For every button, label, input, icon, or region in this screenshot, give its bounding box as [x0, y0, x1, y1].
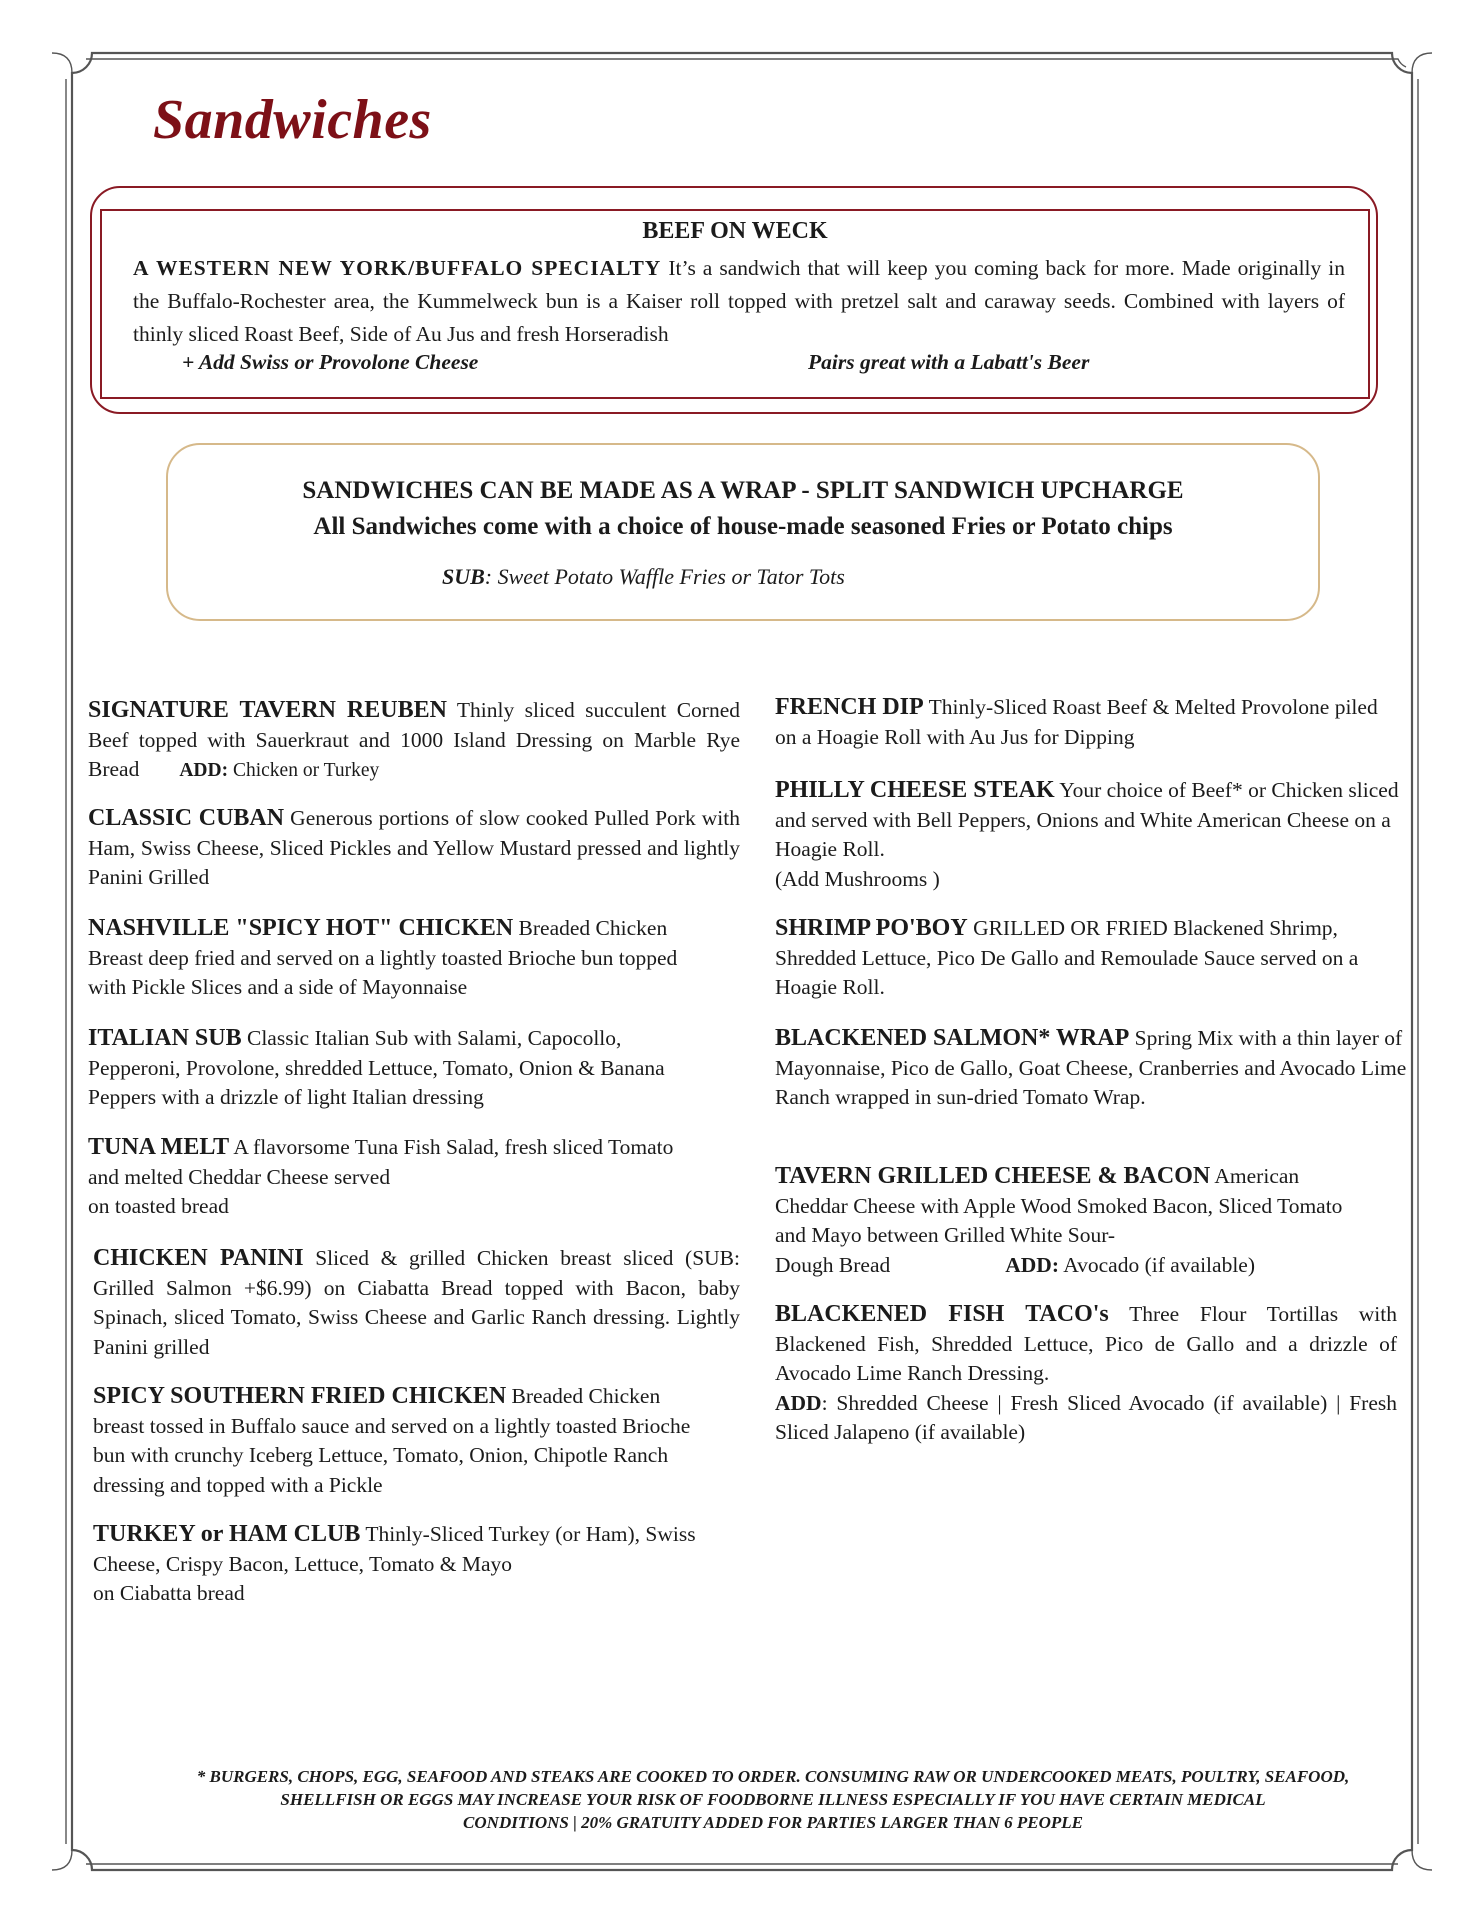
menu-item-philly-cheese-steak	[775, 776, 1415, 894]
menu-item-shrimp-poboy	[775, 914, 1400, 1003]
menu-item-tavern-grilled-cheese	[775, 1162, 1360, 1280]
menu-item-tuna-melt	[88, 1133, 688, 1222]
menu-item-nashville-chicken	[88, 914, 706, 1003]
item-name: CHICKEN PANINI	[93, 1245, 304, 1271]
wrap-info-line1: SANDWICHES CAN BE MADE AS A WRAP - SPLIT SANDWICH UPCHARGE	[302, 477, 1184, 504]
page-title: Sandwiches	[153, 89, 432, 151]
item-name: FRENCH DIP	[775, 694, 924, 720]
item-add-text: Avocado (if available)	[1059, 1252, 1255, 1277]
menu-item-italian-sub	[88, 1024, 693, 1113]
item-name: CLASSIC CUBAN	[88, 805, 285, 831]
footer-line3: CONDITIONS | 20% GRATUITY ADDED FOR PARTIES LARGER THAN 6 PEOPLE	[463, 1813, 1083, 1832]
item-description: American Cheddar Cheese with Apple Wood Smoked Bacon, Sliced Tomato and Mayo between Grilled White Sour-	[775, 1164, 1343, 1247]
item-add-text: Chicken or Turkey	[228, 760, 380, 781]
feature-title: BEEF ON WECK	[642, 218, 828, 244]
footer-disclaimer	[138, 1765, 1408, 1834]
menu-item-cuban	[88, 804, 740, 893]
menu-item-blackened-salmon-wrap	[775, 1024, 1410, 1113]
item-description-2: on toasted bread	[88, 1194, 229, 1218]
item-description: Thinly sliced succulent Corned Beef topped with Sauerkraut and 1000 Island Dressing on Marble Rye Bread	[88, 698, 740, 781]
item-description: Sliced & grilled Chicken breast sliced (SUB: Grilled Salmon +$6.99) on Ciabatta Bread topped with Bacon, baby Spinach, sliced Tomato, Swiss Cheese and Garlic Ranch dressing. Lightly Panini grilled	[93, 1246, 740, 1359]
feature-pairing: Pairs great with a Labatt's Beer	[808, 350, 1090, 374]
feature-lead: A WESTERN NEW YORK/BUFFALO SPECIALTY	[133, 256, 662, 280]
item-name: SHRIMP PO'BOY	[775, 915, 968, 941]
item-name: PHILLY CHEESE STEAK	[775, 777, 1055, 803]
footer-line1: * BURGERS, CHOPS, EGG, SEAFOOD AND STEAKS ARE COOKED TO ORDER. CONSUMING RAW OR UNDERCOOKED MEATS, POULTRY, SEAFOOD,	[196, 1767, 1350, 1786]
menu-item-blackened-fish-taco	[775, 1300, 1397, 1448]
item-description: GRILLED OR FRIED Blackened Shrimp, Shredded Lettuce, Pico De Gallo and Remoulade Sauce served on a Hoagie Roll.	[775, 916, 1359, 999]
feature-description	[133, 252, 1345, 351]
item-description: Generous portions of slow cooked Pulled Pork with Ham, Swiss Cheese, Sliced Pickles and Yellow Mustard pressed and lightly Panini Grilled	[88, 806, 741, 889]
item-name: SIGNATURE TAVERN REUBEN	[88, 697, 447, 723]
item-description: Breaded Chicken breast tossed in Buffalo sauce and served on a lightly toasted Brioche bun with crunchy Iceberg Lettuce, Tomato, Onion, Chipotle Ranch dressing and topped with a Pickle	[93, 1384, 691, 1497]
item-name: SPICY SOUTHERN FRIED CHICKEN	[93, 1383, 507, 1409]
menu-item-southern-fried-chicken	[93, 1382, 711, 1500]
wrap-info-sub	[442, 564, 845, 590]
item-name: TURKEY or HAM CLUB	[93, 1521, 361, 1547]
item-description: Your choice of Beef* or Chicken sliced and served with Bell Peppers, Onions and White American Cheese on a Hoagie Roll.	[775, 778, 1399, 861]
item-description-2: Dough Bread	[775, 1252, 891, 1277]
menu-item-turkey-ham-club	[93, 1520, 703, 1609]
item-add-text: : Shredded Cheese | Fresh Sliced Avocado (if available) | Fresh Sliced Jalapeno (if available)	[775, 1390, 1397, 1444]
item-description-2: on Ciabatta bread	[93, 1581, 245, 1605]
item-add-label: ADD:	[1005, 1252, 1059, 1277]
item-name: BLACKENED FISH TACO's	[775, 1301, 1109, 1327]
menu-item-reuben	[88, 696, 740, 786]
item-name: TAVERN GRILLED CHEESE & BACON	[775, 1163, 1211, 1189]
item-add-label: ADD:	[179, 760, 229, 781]
item-name: NASHVILLE "SPICY HOT" CHICKEN	[88, 915, 514, 941]
wrap-info-line2: All Sandwiches come with a choice of house-made seasoned Fries or Potato chips	[313, 513, 1173, 540]
item-description: Thinly-Sliced Turkey (or Ham), Swiss Cheese, Crispy Bacon, Lettuce, Tomato & Mayo	[93, 1522, 696, 1576]
wrap-sub-label: SUB	[442, 564, 485, 589]
item-name: ITALIAN SUB	[88, 1025, 242, 1051]
item-description: A flavorsome Tuna Fish Salad, fresh sliced Tomato and melted Cheddar Cheese served	[88, 1135, 674, 1189]
menu-item-chicken-panini	[93, 1244, 740, 1362]
item-description: Thinly-Sliced Roast Beef & Melted Provolone piled on a Hoagie Roll with Au Jus for Dipping	[775, 695, 1378, 749]
item-name: BLACKENED SALMON* WRAP	[775, 1025, 1130, 1051]
menu-item-french-dip	[775, 693, 1395, 752]
wrap-sub-text: : Sweet Potato Waffle Fries or Tator Tots	[484, 564, 845, 589]
feature-add-note: + Add Swiss or Provolone Cheese	[182, 350, 479, 374]
item-description: Breaded Chicken Breast deep fried and served on a lightly toasted Brioche bun topped with Pickle Slices and a side of Mayonnaise	[88, 916, 678, 999]
item-description: Three Flour Tortillas with Blackened Fish, Shredded Lettuce, Pico de Gallo and a drizzle of Avocado Lime Ranch Dressing.	[775, 1302, 1397, 1385]
item-description: Spring Mix with a thin layer of Mayonnaise, Pico de Gallo, Goat Cheese, Cranberries and Avocado Lime Ranch wrapped in sun-dried Tomato Wrap.	[775, 1026, 1407, 1109]
feature-description-text: It’s a sandwich that will keep you coming back for more. Made originally in the Buffalo-Rochester area, the Kummelweck bun is a Kaiser roll topped with pretzel salt and caraway seeds. Combined with layers of thinly sliced Roast Beef, Side of Au Jus and fresh Horseradish	[133, 256, 1345, 346]
footer-line2: SHELLFISH OR EGGS MAY INCREASE YOUR RISK OF FOODBORNE ILLNESS ESPECIALLY IF YOU HAVE CERTAIN MEDICAL	[280, 1790, 1266, 1809]
item-name: TUNA MELT	[88, 1134, 230, 1160]
item-description-2: (Add Mushrooms )	[775, 866, 940, 891]
item-description: Classic Italian Sub with Salami, Capocollo, Pepperoni, Provolone, shredded Lettuce, Tomato, Onion & Banana Peppers with a drizzle of light Italian dressing	[88, 1026, 665, 1109]
item-add-label: ADD	[775, 1390, 822, 1415]
